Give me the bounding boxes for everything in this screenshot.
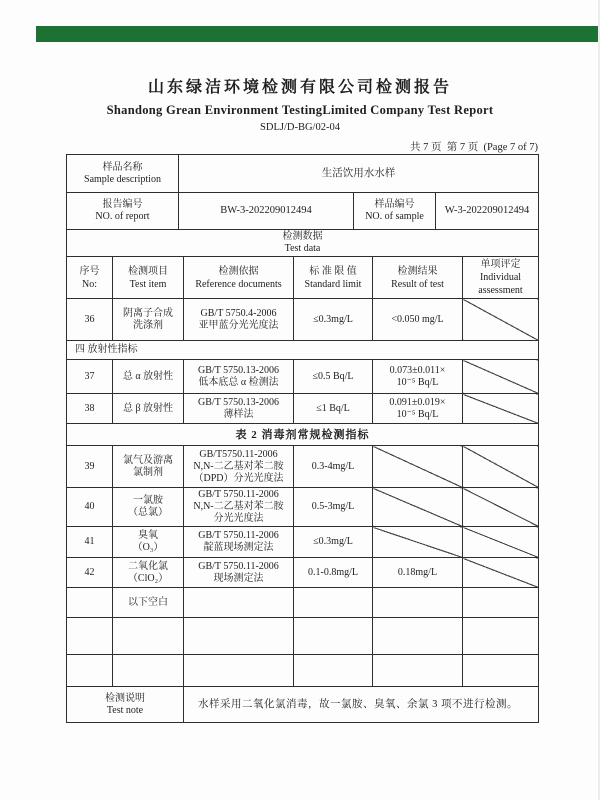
table-row bbox=[67, 155, 539, 193]
table-row bbox=[67, 230, 539, 257]
cell-no: 36 bbox=[67, 299, 113, 341]
cell-standard-limit: ≤1 Bq/L bbox=[294, 394, 373, 424]
test-note-label-cn: 检测说明 bbox=[105, 692, 145, 704]
cell-test-item: 阴离子合成 洗涤剂 bbox=[113, 299, 184, 341]
cell-result bbox=[373, 446, 463, 488]
test-note-label-en: Test note bbox=[106, 704, 144, 716]
cell-no: 39 bbox=[67, 446, 113, 488]
cell-no bbox=[67, 588, 113, 618]
test-data-title-en: Test data bbox=[284, 243, 321, 254]
cell-result: 0.091±0.019× 10⁻⁵ Bq/L bbox=[373, 394, 463, 424]
cell-test-item: 一氯胺 （总氯） bbox=[113, 488, 184, 527]
report-header bbox=[0, 0, 600, 154]
cell-reference: GB/T 5750.13-2006 低本底总 α 检测法 bbox=[184, 360, 294, 394]
cell-standard-limit: ≤0.3mg/L bbox=[294, 527, 373, 558]
table-row bbox=[67, 446, 539, 488]
col-header-standard-limit: 标 准 限 值 Standard limit bbox=[294, 257, 373, 299]
sample-no-value: W-3-202209012494 bbox=[436, 193, 539, 230]
test-data-section-title bbox=[67, 230, 539, 257]
cell-assessment bbox=[463, 299, 539, 341]
section-row bbox=[67, 424, 539, 446]
test-results-table bbox=[66, 256, 539, 687]
cell-result bbox=[373, 588, 463, 618]
cell-result: 0.18mg/L bbox=[373, 558, 463, 588]
table-row bbox=[67, 527, 539, 558]
empty-cell bbox=[373, 655, 463, 687]
cell-no: 38 bbox=[67, 394, 113, 424]
cell-no: 40 bbox=[67, 488, 113, 527]
test-note-table bbox=[66, 686, 539, 723]
cell-assessment bbox=[463, 527, 539, 558]
sample-info-table bbox=[66, 154, 539, 257]
cell-test-item: 总 β 放射性 bbox=[113, 394, 184, 424]
cell-test-item: 以下空白 bbox=[113, 588, 184, 618]
sample-description-value: 生活饮用水水样 bbox=[179, 155, 539, 193]
table-row bbox=[67, 558, 539, 588]
cell-standard-limit: 0.1-0.8mg/L bbox=[294, 558, 373, 588]
report-no-value: BW-3-202209012494 bbox=[179, 193, 354, 230]
empty-cell bbox=[113, 618, 184, 655]
col-header-reference: 检测依据 Reference documents bbox=[184, 257, 294, 299]
document-code: SDLJ/D-BG/02-04 bbox=[260, 122, 340, 133]
scan-green-banner bbox=[36, 26, 600, 42]
cell-test-item: 总 α 放射性 bbox=[113, 360, 184, 394]
col-header-result: 检测结果 Result of test bbox=[373, 257, 463, 299]
col-header-test-item: 检测项目 Test item bbox=[113, 257, 184, 299]
report-title-cn: 山东绿洁环境检测有限公司检测报告 bbox=[147, 79, 452, 96]
report-no-label-cn: 报告编号 bbox=[102, 199, 143, 210]
empty-cell bbox=[294, 618, 373, 655]
cell-no: 41 bbox=[67, 527, 113, 558]
table-row bbox=[67, 687, 539, 723]
table-row bbox=[67, 394, 539, 424]
empty-cell bbox=[294, 655, 373, 687]
cell-assessment bbox=[463, 588, 539, 618]
cell-test-item: 氯气及游离 氯制剂 bbox=[113, 446, 184, 488]
empty-cell bbox=[184, 655, 294, 687]
test-note-label bbox=[67, 687, 184, 723]
table-row bbox=[67, 588, 539, 618]
cell-reference: GB/T5750.11-2006 N,N-二乙基对苯二胺 （DPD）分光光度法 bbox=[184, 446, 294, 488]
sample-no-label bbox=[354, 193, 436, 230]
cell-assessment bbox=[463, 488, 539, 527]
cell-assessment bbox=[463, 446, 539, 488]
cell-standard-limit: 0.3-4mg/L bbox=[294, 446, 373, 488]
cell-result bbox=[373, 488, 463, 527]
section-title: 表 2 消毒剂常规检测指标 bbox=[67, 424, 539, 446]
section-title: 四 放射性指标 bbox=[67, 341, 539, 360]
cell-standard-limit: ≤0.5 Bq/L bbox=[294, 360, 373, 394]
page-number-info: 共 7 页 第 7 页 (Page 7 of 7) bbox=[409, 142, 538, 153]
empty-cell bbox=[463, 655, 539, 687]
cell-no: 42 bbox=[67, 558, 113, 588]
table-row bbox=[67, 299, 539, 341]
cell-reference: GB/T 5750.11-2006 N,N-二乙基对苯二胺 分光光度法 bbox=[184, 488, 294, 527]
sample-no-label-cn: 样品编号 bbox=[374, 199, 415, 210]
section-row bbox=[67, 341, 539, 360]
cell-assessment bbox=[463, 394, 539, 424]
cell-standard-limit: 0.5-3mg/L bbox=[294, 488, 373, 527]
cell-result: 0.073±0.011× 10⁻⁵ Bq/L bbox=[373, 360, 463, 394]
cell-assessment bbox=[463, 360, 539, 394]
table-row bbox=[67, 360, 539, 394]
report-no-label-en: NO. of report bbox=[95, 211, 150, 222]
empty-cell bbox=[67, 655, 113, 687]
report-title-en: Shandong Grean Environment TestingLimited Company Test Report bbox=[106, 103, 494, 117]
report-no-label bbox=[67, 193, 179, 230]
table-header-row bbox=[67, 257, 539, 299]
table-row bbox=[67, 193, 539, 230]
cell-test-item: 臭氧 （O₃） bbox=[113, 527, 184, 558]
empty-cell bbox=[184, 618, 294, 655]
col-header-no: 序号 No: bbox=[67, 257, 113, 299]
cell-no: 37 bbox=[67, 360, 113, 394]
sample-description-label-cn: 样品名称 bbox=[102, 161, 143, 173]
cell-result bbox=[373, 527, 463, 558]
empty-cell bbox=[373, 618, 463, 655]
cell-standard-limit bbox=[294, 588, 373, 618]
table-row bbox=[67, 618, 539, 655]
cell-reference: GB/T 5750.11-2006 现场测定法 bbox=[184, 558, 294, 588]
empty-cell bbox=[67, 618, 113, 655]
cell-standard-limit: ≤0.3mg/L bbox=[294, 299, 373, 341]
empty-cell bbox=[113, 655, 184, 687]
test-data-title-cn: 检测数据 bbox=[282, 231, 323, 242]
table-row bbox=[67, 655, 539, 687]
cell-reference: GB/T 5750.11-2006 靛蓝现场测定法 bbox=[184, 527, 294, 558]
cell-reference: GB/T 5750.13-2006 薄样法 bbox=[184, 394, 294, 424]
sample-description-label-en: Sample description bbox=[84, 173, 161, 185]
col-header-assessment: 单项评定 Individual assessment bbox=[463, 257, 539, 299]
cell-test-item: 二氧化氯 （ClO₂） bbox=[113, 558, 184, 588]
test-note-text: 水样采用二氧化氯消毒，故一氯胺、臭氧、余氯 3 项不进行检测。 bbox=[184, 687, 539, 723]
sample-description-label bbox=[67, 155, 179, 193]
table-row bbox=[67, 488, 539, 527]
cell-result: <0.050 mg/L bbox=[373, 299, 463, 341]
cell-reference bbox=[184, 588, 294, 618]
cell-reference: GB/T 5750.4-2006 亚甲蓝分光光度法 bbox=[184, 299, 294, 341]
cell-assessment bbox=[463, 558, 539, 588]
sample-no-label-en: NO. of sample bbox=[365, 211, 424, 222]
empty-cell bbox=[463, 618, 539, 655]
